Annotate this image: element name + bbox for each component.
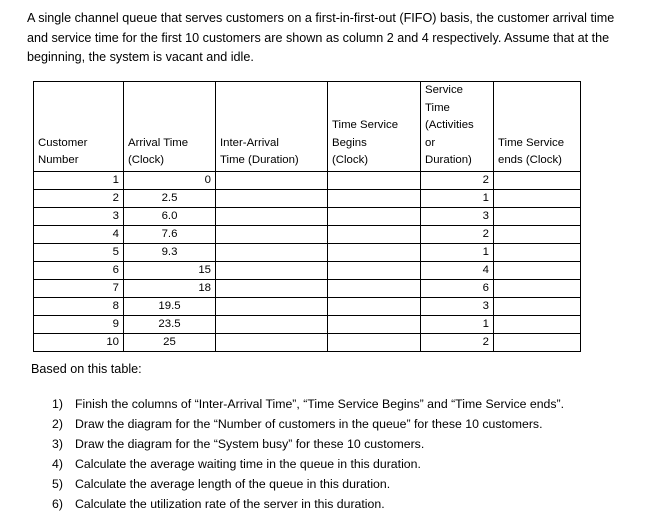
header-line: Customer — [38, 136, 88, 149]
cell-customer: 2 — [34, 189, 124, 207]
header-line: (Activities — [425, 119, 474, 131]
cell-service-time: 1 — [421, 189, 494, 207]
question-number: 2) — [52, 417, 63, 431]
header-line: Time Service — [498, 136, 565, 149]
question-text: Calculate the average waiting time in the queue in this duration. — [75, 457, 421, 471]
cell-arrival: 25 — [124, 333, 216, 351]
cell-customer: 4 — [34, 225, 124, 243]
cell-service-time: 3 — [421, 207, 494, 225]
cell-inter-arrival — [216, 243, 328, 261]
cell-arrival: 6.0 — [124, 207, 216, 225]
question-number: 1) — [52, 397, 63, 411]
question-text: Finish the columns of “Inter-Arrival Time”, “Time Service Begins” and “Time Service ends”. — [75, 397, 565, 411]
cell-service-begins — [328, 243, 421, 261]
cell-service-ends — [494, 315, 581, 333]
list-item — [52, 394, 564, 414]
cell-customer: 8 — [34, 297, 124, 315]
header-line: Service — [425, 84, 463, 96]
header-line: ends (Clock) — [498, 154, 562, 166]
table-row — [34, 189, 581, 207]
cell-service-ends — [494, 225, 581, 243]
list-item — [52, 454, 564, 474]
cell-arrival: 7.6 — [124, 225, 216, 243]
cell-arrival: 23.5 — [124, 315, 216, 333]
cell-service-ends — [494, 243, 581, 261]
cell-inter-arrival — [216, 315, 328, 333]
cell-customer: 3 — [34, 207, 124, 225]
cell-service-begins — [328, 225, 421, 243]
question-number: 4) — [52, 457, 63, 471]
cell-service-time: 1 — [421, 315, 494, 333]
header-line: Number — [38, 154, 79, 166]
cell-inter-arrival — [216, 225, 328, 243]
header-line: Inter-Arrival — [220, 136, 279, 149]
cell-service-ends — [494, 171, 581, 189]
cell-service-begins — [328, 189, 421, 207]
cell-customer: 6 — [34, 261, 124, 279]
header-service-begins — [328, 82, 421, 172]
questions-list — [52, 394, 564, 514]
question-text: Calculate the average length of the queue in this duration. — [75, 477, 391, 491]
table-row — [34, 225, 581, 243]
cell-customer: 1 — [34, 171, 124, 189]
header-line: Time Service — [332, 119, 399, 131]
cell-service-ends — [494, 297, 581, 315]
header-line: Time (Duration) — [220, 154, 299, 166]
cell-service-begins — [328, 333, 421, 351]
list-item — [52, 414, 564, 434]
header-line: or — [425, 136, 436, 149]
cell-inter-arrival — [216, 297, 328, 315]
header-service-time — [421, 82, 494, 172]
header-customer-number — [34, 82, 124, 172]
table-row — [34, 171, 581, 189]
header-line: (Clock) — [332, 154, 369, 166]
table-row — [34, 333, 581, 351]
cell-service-time: 1 — [421, 243, 494, 261]
table-row — [34, 315, 581, 333]
question-number: 3) — [52, 437, 63, 451]
cell-arrival: 2.5 — [124, 189, 216, 207]
header-line: Arrival Time — [128, 136, 189, 149]
header-inter-arrival — [216, 82, 328, 172]
cell-service-begins — [328, 297, 421, 315]
header-line: Time — [425, 101, 450, 114]
cell-inter-arrival — [216, 207, 328, 225]
table-header-row — [34, 82, 581, 172]
table-row — [34, 297, 581, 315]
list-item — [52, 434, 564, 454]
cell-arrival: 18 — [124, 279, 216, 297]
cell-inter-arrival — [216, 279, 328, 297]
cell-inter-arrival — [216, 171, 328, 189]
table-row — [34, 207, 581, 225]
cell-arrival: 0 — [124, 171, 216, 189]
question-text: Draw the diagram for the “System busy” for these 10 customers. — [75, 437, 425, 451]
cell-service-time: 2 — [421, 171, 494, 189]
table-row — [34, 243, 581, 261]
cell-arrival: 9.3 — [124, 243, 216, 261]
cell-inter-arrival — [216, 261, 328, 279]
header-service-ends — [494, 82, 581, 172]
table-row — [34, 261, 581, 279]
header-line: Begins — [332, 136, 367, 149]
header-arrival-time — [124, 82, 216, 172]
cell-service-ends — [494, 261, 581, 279]
cell-service-begins — [328, 315, 421, 333]
cell-customer: 7 — [34, 279, 124, 297]
cell-service-ends — [494, 189, 581, 207]
question-text: Draw the diagram for the “Number of customers in the queue” for these 10 customers. — [75, 417, 543, 431]
cell-service-ends — [494, 279, 581, 297]
based-on-label: Based on this table: — [31, 362, 142, 376]
question-number: 6) — [52, 497, 63, 511]
list-item — [52, 494, 564, 514]
cell-service-time: 4 — [421, 261, 494, 279]
cell-service-time: 2 — [421, 225, 494, 243]
cell-service-begins — [328, 207, 421, 225]
problem-statement: A single channel queue that serves customers on a first-in-first-out (FIFO) basis, the customer arrival time and service time for the first 10 customers are shown as column 2 and 4 respectively. Assume that at the beginning, the system is vacant and idle. — [27, 11, 615, 64]
header-line: (Clock) — [128, 154, 165, 166]
cell-customer: 10 — [34, 333, 124, 351]
cell-service-time: 6 — [421, 279, 494, 297]
cell-service-ends — [494, 207, 581, 225]
cell-service-time: 2 — [421, 333, 494, 351]
cell-customer: 9 — [34, 315, 124, 333]
queue-table — [33, 81, 581, 352]
cell-service-begins — [328, 171, 421, 189]
cell-inter-arrival — [216, 333, 328, 351]
cell-service-begins — [328, 261, 421, 279]
cell-arrival: 15 — [124, 261, 216, 279]
cell-customer: 5 — [34, 243, 124, 261]
list-item — [52, 474, 564, 494]
cell-service-time: 3 — [421, 297, 494, 315]
question-number: 5) — [52, 477, 63, 491]
question-text: Calculate the utilization rate of the server in this duration. — [75, 497, 385, 511]
header-line: Duration) — [425, 154, 472, 166]
cell-inter-arrival — [216, 189, 328, 207]
table-row — [34, 279, 581, 297]
cell-service-begins — [328, 279, 421, 297]
cell-service-ends — [494, 333, 581, 351]
cell-arrival: 19.5 — [124, 297, 216, 315]
